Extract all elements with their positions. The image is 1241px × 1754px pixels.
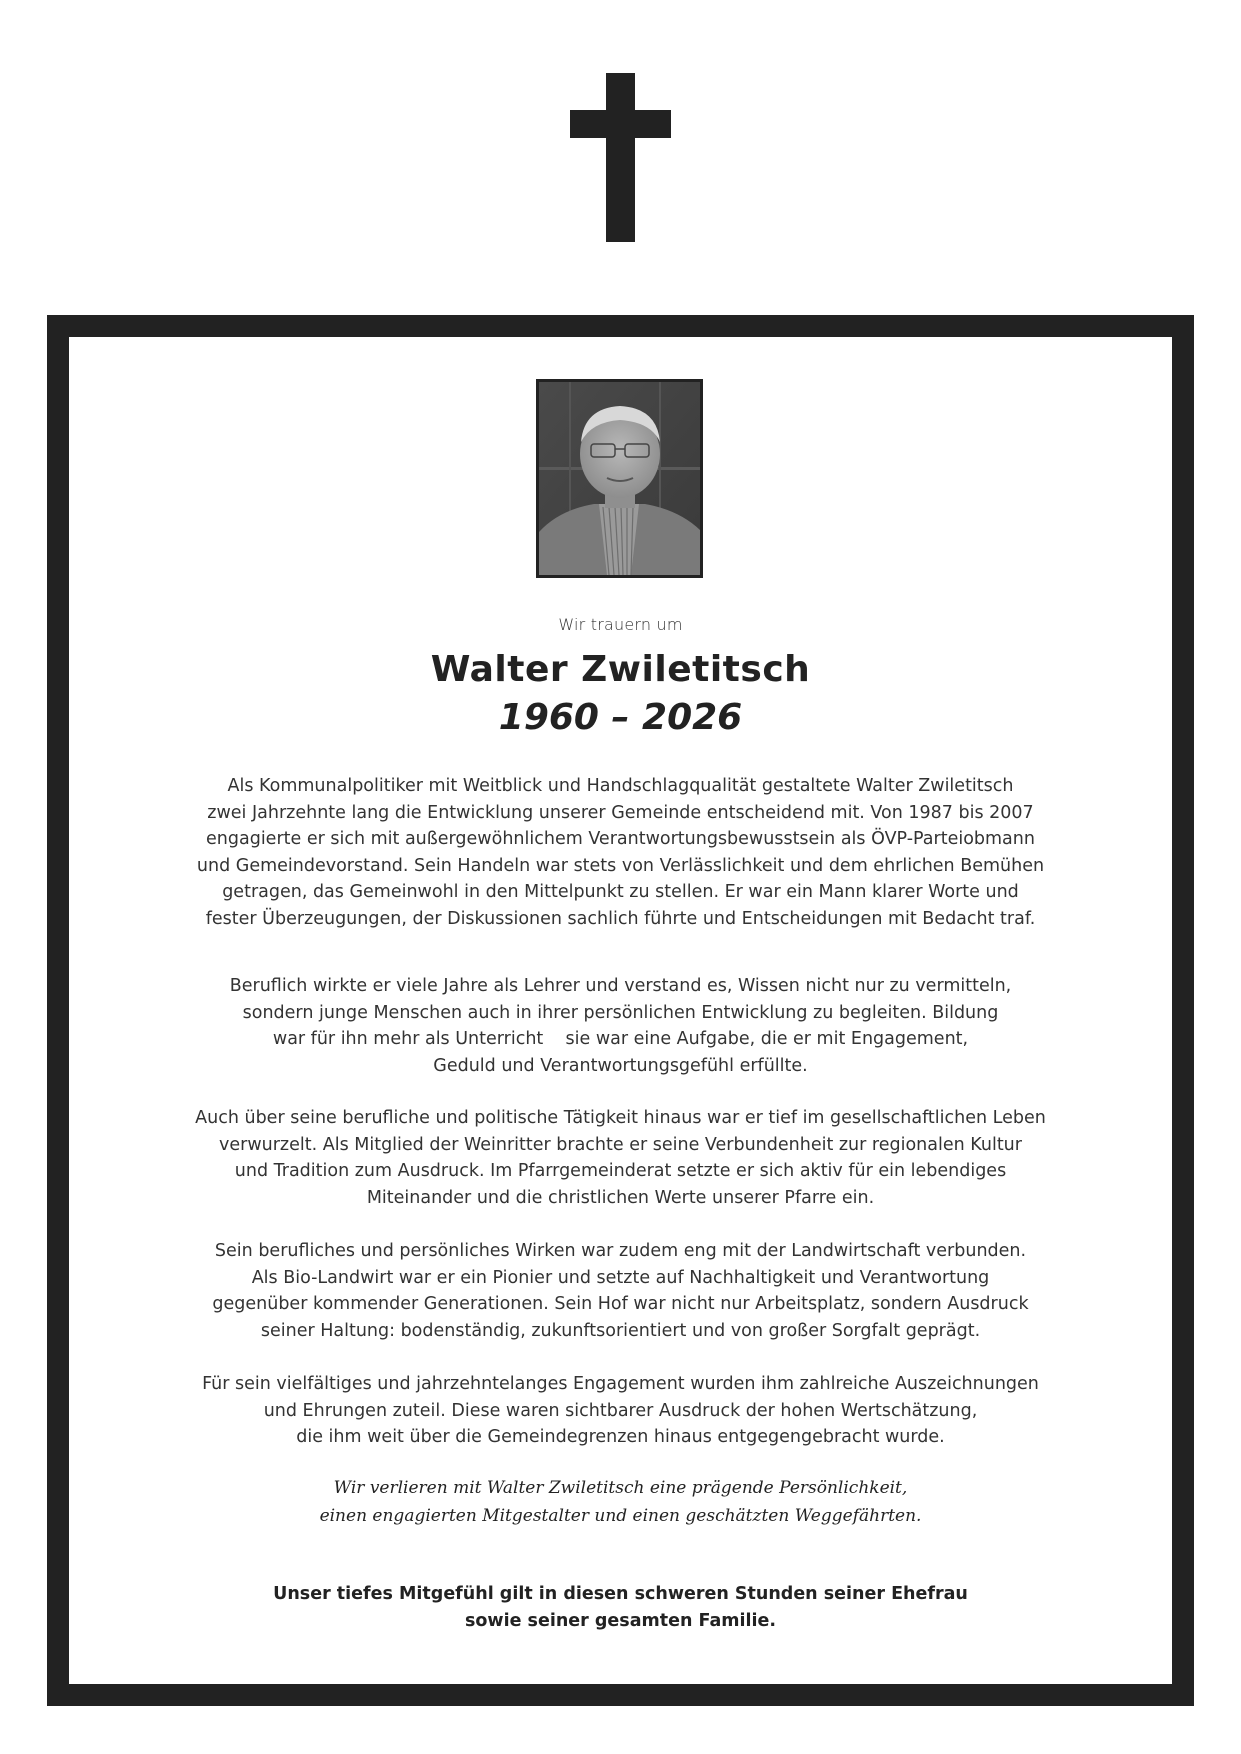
portrait-illustration — [539, 382, 700, 575]
paragraph-farming — [160, 1238, 1081, 1344]
text-line: und Ehrungen zuteil. Diese waren sichtbarer Ausdruck der hohen Wertschätzung, — [263, 1400, 978, 1421]
text-line: seiner Haltung: bodenständig, zukunftsorientiert und von großer Sorgfalt geprägt. — [260, 1320, 981, 1341]
cross-icon — [570, 73, 671, 242]
text-line: die ihm weit über die Gemeindegrenzen hinaus entgegengebracht wurde. — [296, 1427, 945, 1447]
text-line: sondern junge Menschen auch in ihrer persönlichen Entwicklung zu begleiten. Bildung — [242, 1002, 999, 1023]
text-line: und Gemeindevorstand. Sein Handeln war stets von Verlässlichkeit und dem ehrlichen Bemühen — [196, 855, 1045, 876]
text-line: engagierte er sich mit außergewöhnlichem Verantwortungsbewusstsein als ÖVP-Parteiobmann — [206, 829, 1035, 849]
closing-statement — [160, 1474, 1081, 1530]
text-line: Unser tiefes Mitgefühl gilt in diesen schweren Stunden seiner Ehefrau — [273, 1584, 968, 1604]
deceased-name: Walter Zwiletitsch — [430, 649, 811, 690]
cross-horizontal-bar — [570, 110, 671, 138]
text-line: Als Bio-Landwirt war er ein Pionier und setzte auf Nachhaltigkeit und Verantwortung — [251, 1267, 990, 1288]
paragraph-politics — [160, 773, 1081, 932]
text-line: Geduld und Verantwortungsgefühl erfüllte. — [433, 1055, 808, 1076]
paragraph-honors — [160, 1371, 1081, 1451]
portrait-photo — [536, 379, 703, 578]
paragraph-teaching — [160, 973, 1081, 1079]
text-line: Für sein vielfältiges und jahrzehntelanges Engagement wurden ihm zahlreiche Auszeichnungen — [202, 1374, 1039, 1394]
life-dates: 1960 – 2026 — [498, 697, 743, 738]
paragraph-community — [160, 1105, 1081, 1211]
text-line: Beruflich wirkte er viele Jahre als Lehrer und verstand es, Wissen nicht nur zu vermitteln, — [229, 976, 1012, 996]
text-line: und Tradition zum Ausdruck. Im Pfarrgemeinderat setzte er sich aktiv für ein lebendiges — [234, 1161, 1007, 1181]
text-line: verwurzelt. Als Mitglied der Weinritter brachte er seine Verbundenheit zur regionalen Kultur — [219, 1134, 1022, 1155]
text-line: sowie seiner gesamten Familie. — [464, 1611, 777, 1631]
text-line: Auch über seine berufliche und politische Tätigkeit hinaus war er tief im gesellschaftlichen Leben — [195, 1108, 1046, 1128]
text-line: Wir verlieren mit Walter Zwiletitsch eine prägende Persönlichkeit, — [333, 1478, 908, 1498]
text-line: getragen, das Gemeinwohl in den Mittelpunkt zu stellen. Er war ein Mann klarer Worte und — [222, 882, 1019, 902]
text-line: war für ihn mehr als Unterricht sie war eine Aufgabe, die er mit Engagement, — [272, 1029, 969, 1049]
text-line: Miteinander und die christlichen Werte unserer Pfarre ein. — [366, 1187, 875, 1208]
condolence-statement — [160, 1581, 1081, 1635]
text-line: zwei Jahrzehnte lang die Entwicklung unserer Gemeinde entscheidend mit. Von 1987 bis 2007 — [207, 802, 1034, 823]
text-line: Als Kommunalpolitiker mit Weitblick und Handschlagqualität gestaltete Walter Zwiletitsch — [227, 776, 1014, 796]
intro-text: Wir trauern um — [558, 615, 683, 634]
text-line: fester Überzeugungen, der Diskussionen sachlich führte und Entscheidungen mit Bedacht traf. — [205, 908, 1036, 929]
cross-vertical-bar — [606, 73, 635, 242]
text-line: gegenüber kommender Generationen. Sein Hof war nicht nur Arbeitsplatz, sondern Ausdruck — [212, 1294, 1029, 1314]
text-line: einen engagierten Mitgestalter und einen geschätzten Weggefährten. — [319, 1506, 922, 1526]
text-line: Sein berufliches und persönliches Wirken war zudem eng mit der Landwirtschaft verbunden. — [214, 1241, 1027, 1261]
